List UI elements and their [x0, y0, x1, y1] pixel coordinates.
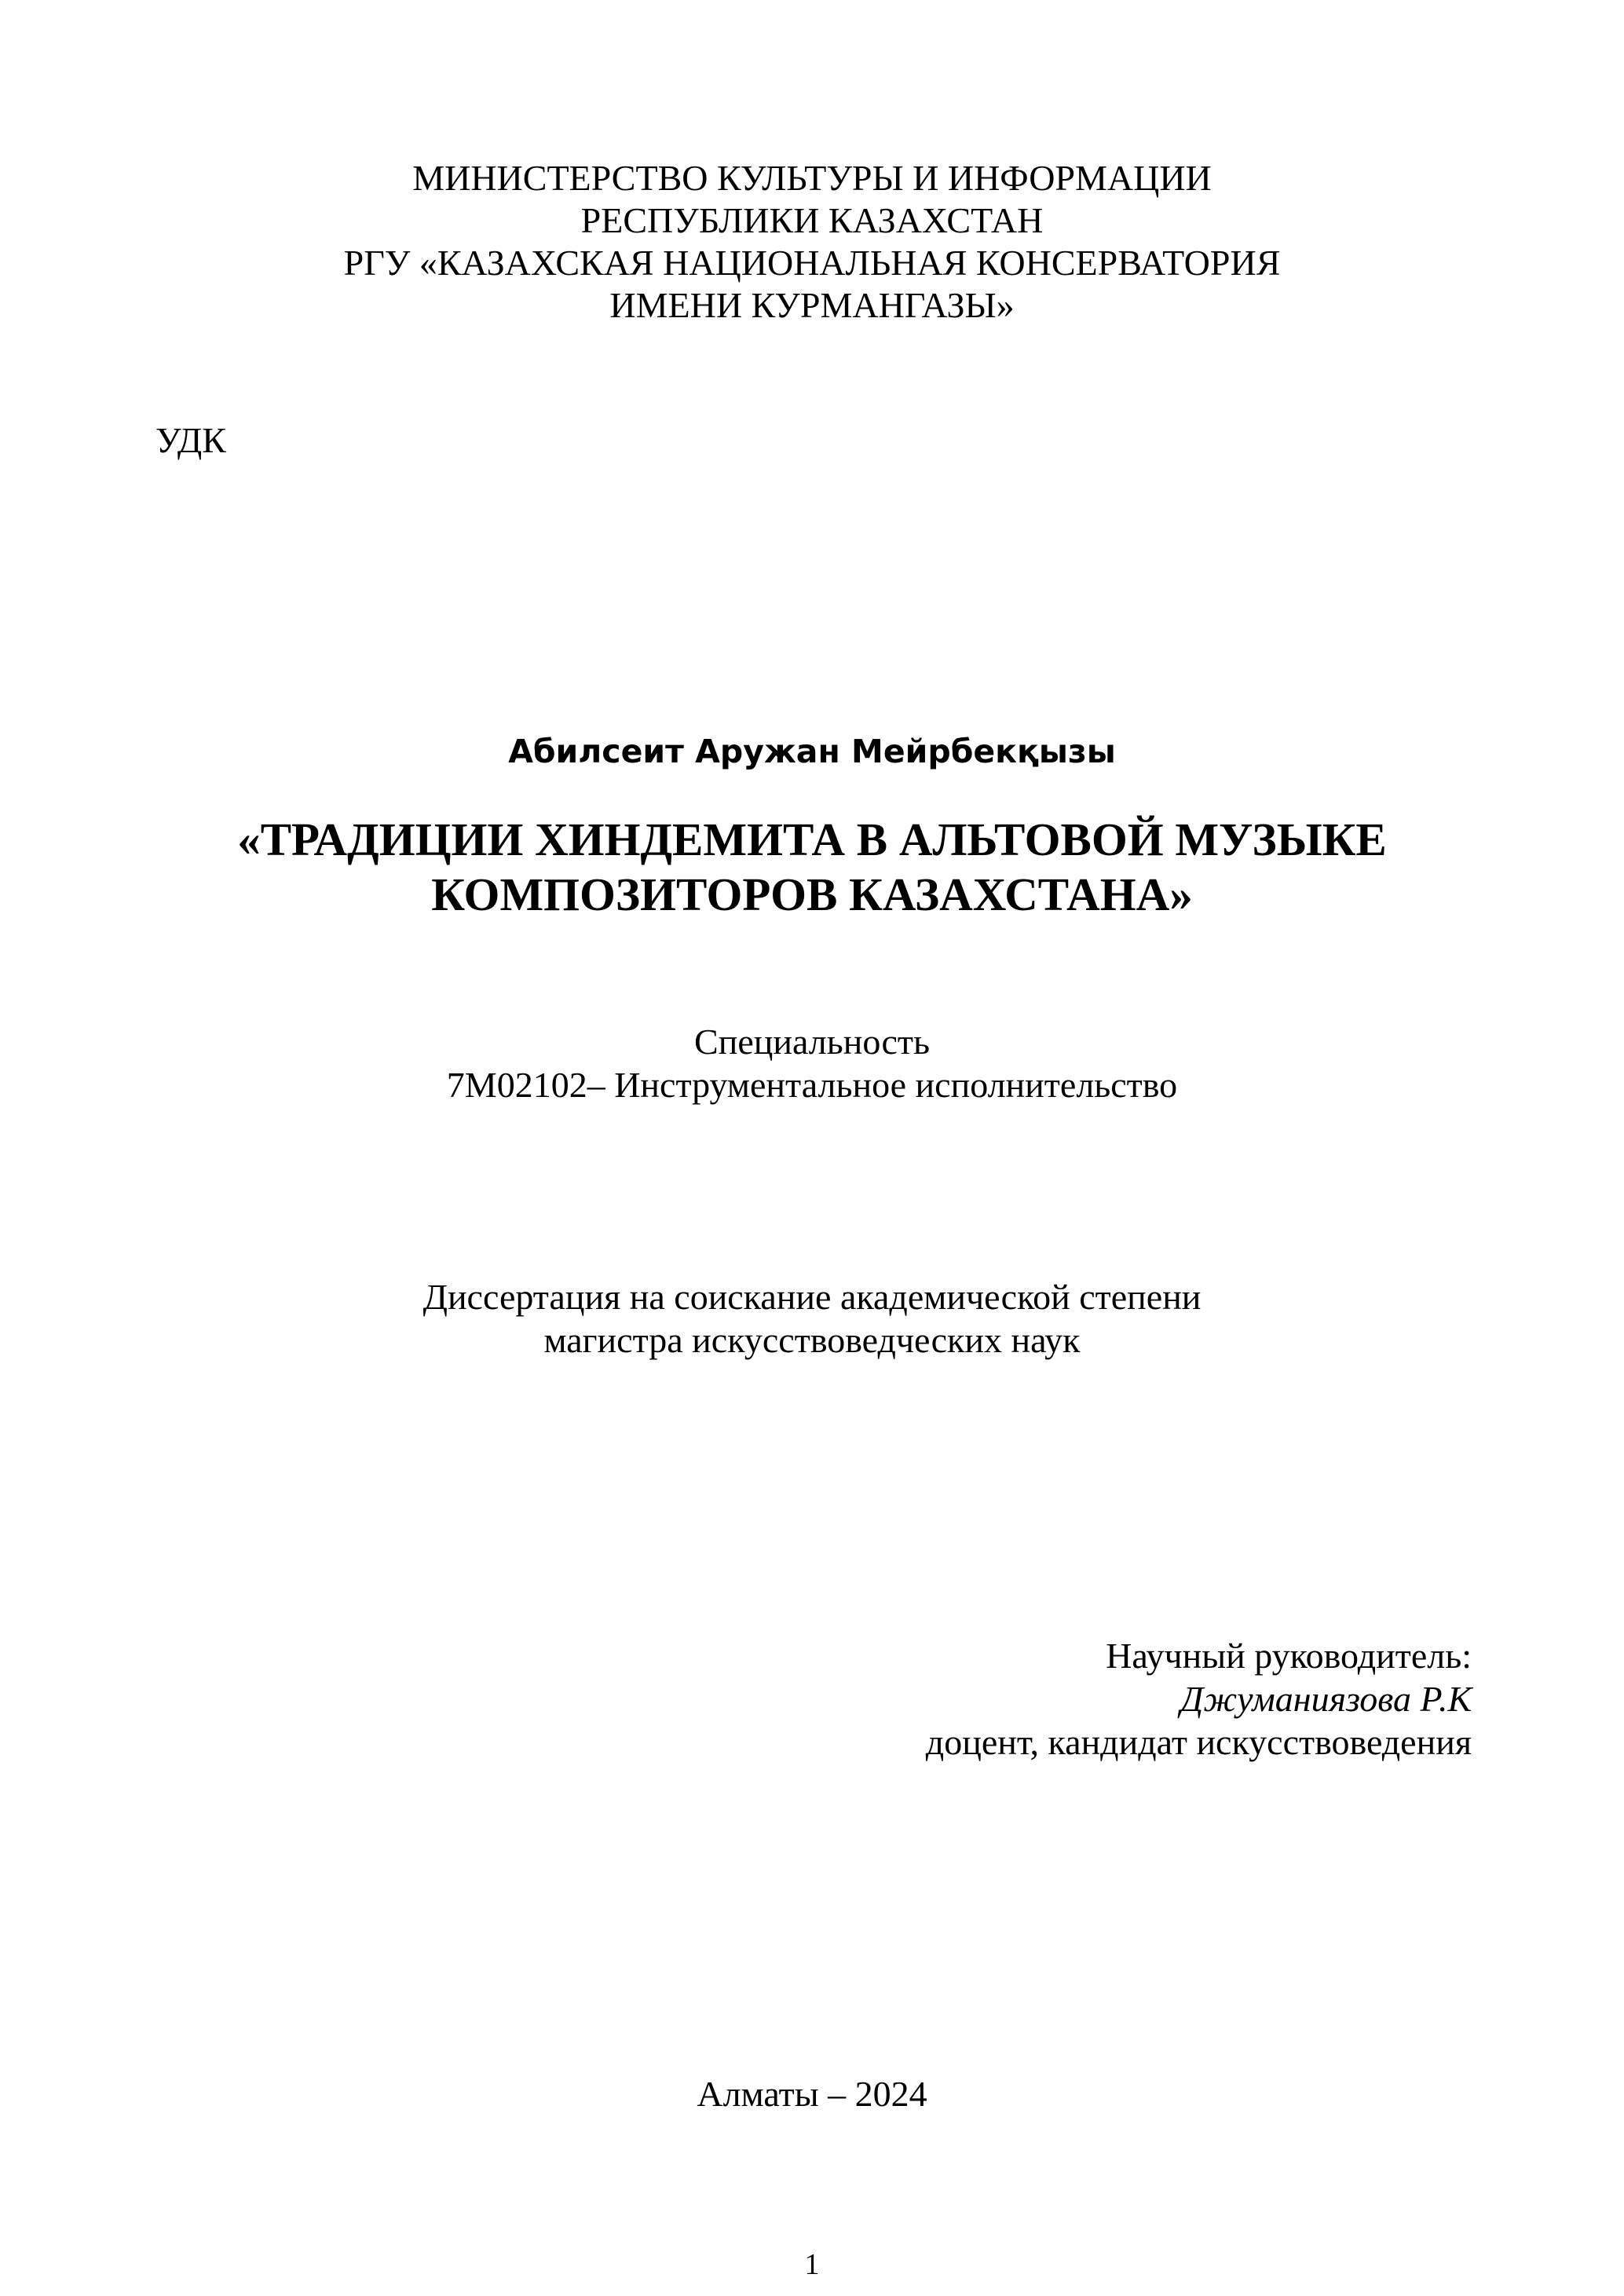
author-name: Абилсеит Аружан Мейрбекқызы: [508, 733, 1116, 770]
ministry-header-line-3: РГУ «КАЗАХСКАЯ НАЦИОНАЛЬНАЯ КОНСЕРВАТОРИЯ: [343, 243, 1281, 283]
place-and-year: Алматы – 2024: [697, 2074, 927, 2114]
ministry-header-line-4: ИМЕНИ КУРМАНГАЗЫ»: [609, 285, 1015, 325]
supervisor-name: Джуманиязова Р.К: [1180, 1679, 1472, 1719]
supervisor-position: доцент, кандидат искусствоведения: [925, 1722, 1472, 1762]
degree-line-2: магистра искусствоведческих наук: [543, 1320, 1081, 1360]
thesis-title-line-2: КОМПОЗИТОРОВ КАЗАХСТАНА»: [431, 868, 1193, 920]
ministry-header-line-2: РЕСПУБЛИКИ КАЗАХСТАН: [580, 200, 1044, 240]
page-number: 1: [804, 2248, 820, 2281]
specialty-label: Специальность: [694, 1022, 930, 1062]
ministry-header-line-1: МИНИСТЕРСТВО КУЛЬТУРЫ И ИНФОРМАЦИИ: [412, 158, 1212, 198]
thesis-title-line-1: «ТРАДИЦИИ ХИНДЕМИТА В АЛЬТОВОЙ МУЗЫКЕ: [237, 813, 1387, 865]
supervisor-label: Научный руководитель:: [1106, 1636, 1472, 1676]
udk-label: УДК: [155, 420, 226, 460]
degree-line-1: Диссертация на соискание академической степени: [422, 1277, 1202, 1317]
specialty-value: 7М02102– Инструментальное исполнительство: [446, 1065, 1178, 1105]
